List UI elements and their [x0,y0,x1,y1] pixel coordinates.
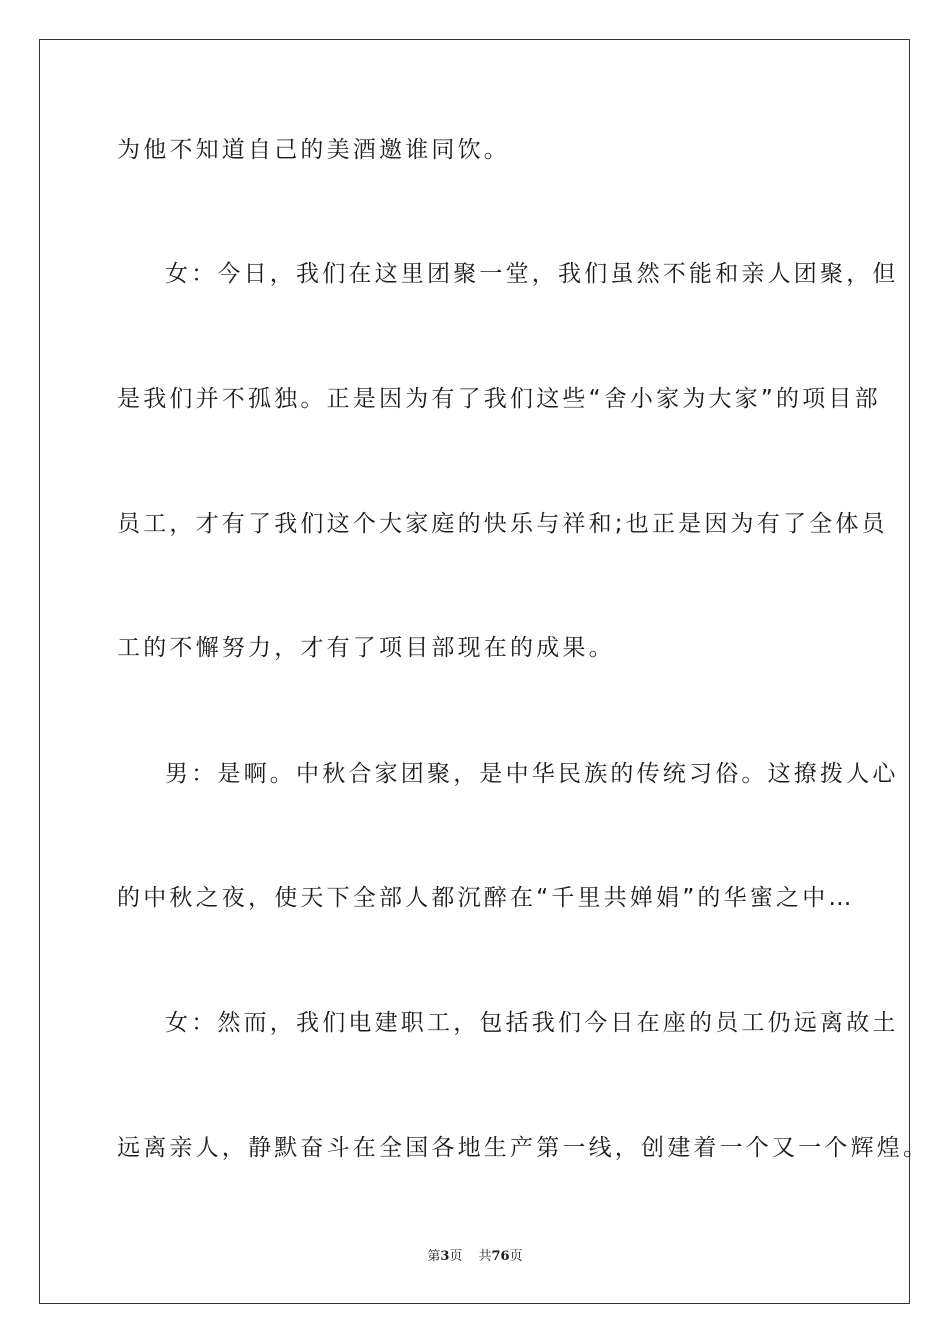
total-pages: 76 [491,1249,510,1264]
text-line: 是我们并不孤独。正是因为有了我们这些“舍小家为大家”的项目部 [117,386,881,412]
text-line: 女：然而，我们电建职工，包括我们今日在座的员工仍远离故土 [165,1010,899,1036]
text-line: 男：是啊。中秋合家团聚，是中华民族的传统习俗。这撩拨人心 [165,761,899,787]
text-line: 的中秋之夜，使天下全部人都沉醉在“千里共婵娟”的华蜜之中… [117,885,855,911]
text-line: 员工，才有了我们这个大家庭的快乐与祥和;也正是因为有了全体员 [117,511,888,537]
page-suffix: 页 [449,1249,463,1264]
text-line: 远离亲人，静默奋斗在全国各地生产第一线，创建着一个又一个辉煌。 [117,1135,930,1161]
page-prefix: 第 [427,1249,441,1264]
total-prefix: 共 [478,1249,492,1264]
total-suffix: 页 [509,1249,523,1264]
page-number: 3 [440,1249,450,1264]
text-line: 女：今日，我们在这里团聚一堂，我们虽然不能和亲人团聚，但 [165,261,899,287]
page-border [39,39,910,1304]
text-line: 为他不知道自己的美酒邀谁同饮。 [117,137,510,163]
page-footer [0,1248,950,1266]
text-line: 工的不懈努力，才有了项目部现在的成果。 [117,635,615,661]
